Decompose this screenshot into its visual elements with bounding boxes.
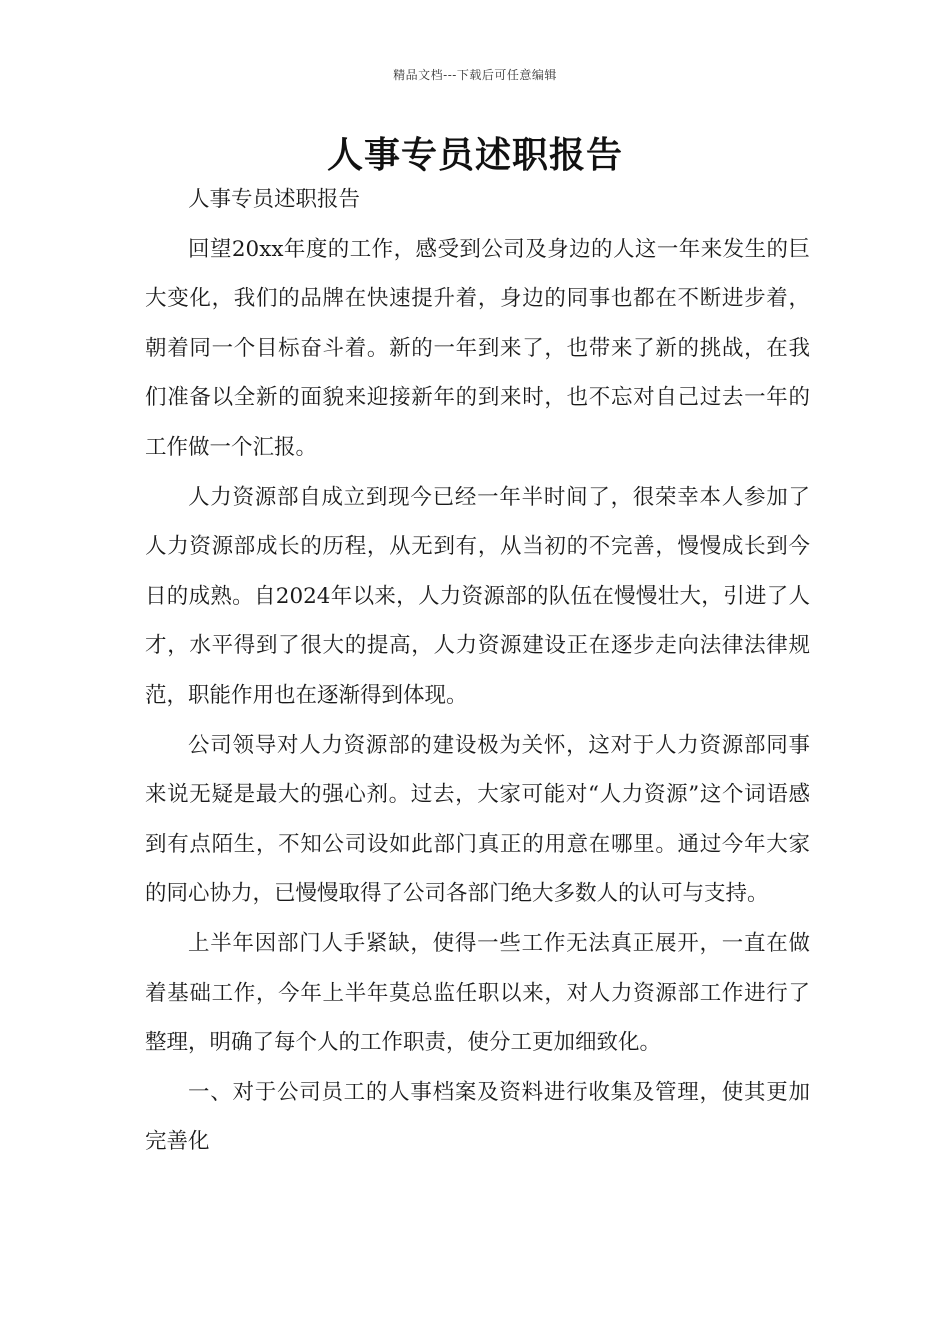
paragraph: 一、对于公司员工的人事档案及资料进行收集及管理，使其更加完善化 (145, 1079, 810, 1155)
paragraph: 人力资源部自成立到现今已经一年半时间了，很荣幸本人参加了人力资源部成长的历程，从无到有，从当初的不完善，慢慢成长到今日的成熟。自2024年以来，人力资源部的队伍在慢慢壮大，引进了人才，水平得到了很大的提高，人力资源建设正在逐步走向法律法律规范，职能作用也在逐渐得到体现。 (145, 484, 810, 708)
header-note: 精品文档---下载后可任意编辑 (393, 68, 557, 82)
document-title: 人事专员述职报告 (326, 134, 623, 176)
document-body (145, 175, 810, 1167)
paragraph: 回望20xx年度的工作，感受到公司及身边的人这一年来发生的巨大变化，我们的品牌在快速提升着，身边的同事也都在不断进步着，朝着同一个目标奋斗着。新的一年到来了，也带来了新的挑战，在我们准备以全新的面貌来迎接新年的到来时，也不忘对自己过去一年的工作做一个汇报。 (145, 236, 810, 460)
paragraph: 公司领导对人力资源部的建设极为关怀，这对于人力资源部同事来说无疑是最大的强心剂。过去，大家可能对“人力资源”这个词语感到有点陌生，不知公司设如此部门真正的用意在哪里。通过今年大家的同心协力，已慢慢取得了公司各部门绝大多数人的认可与支持。 (145, 732, 810, 907)
paragraph: 上半年因部门人手紧缺，使得一些工作无法真正展开，一直在做着基础工作，今年上半年莫总监任职以来，对人力资源部工作进行了整理，明确了每个人的工作职责，使分工更加细致化。 (145, 930, 810, 1056)
paragraph: 人事专员述职报告 (188, 187, 361, 212)
